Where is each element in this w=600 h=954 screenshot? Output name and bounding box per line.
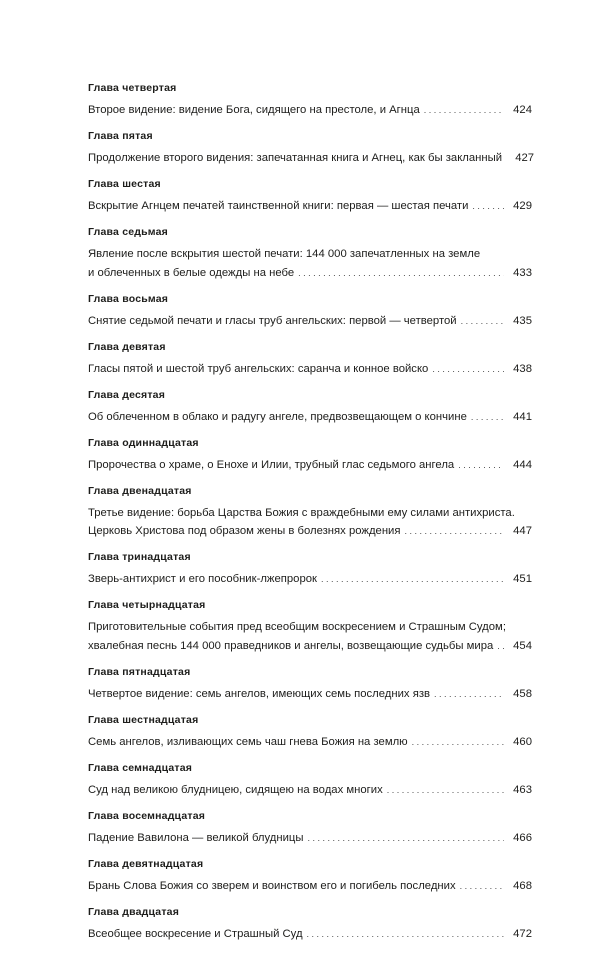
page-number: 463 [513, 783, 532, 796]
entry-last-line [88, 101, 532, 120]
toc-chapter [88, 485, 532, 541]
entry-last-line [88, 360, 532, 379]
chapter-title: Глава четырнадцатая [88, 599, 206, 611]
page-number: 444 [513, 458, 532, 471]
page-number: 433 [513, 266, 532, 279]
table-of-contents [88, 82, 535, 954]
chapter-title: Глава семнадцатая [88, 761, 193, 774]
entry-text-line: Пророчества о храме, о Енохе и Илии, трубный глас седьмого ангела [88, 458, 455, 471]
toc-entry[interactable] [88, 408, 532, 427]
chapter-title: Глава пятнадцатая [88, 665, 191, 678]
entry-text-line: Брань Слова Божия со зверем и воинством его и погибель последних [88, 879, 456, 892]
dot-leader [308, 829, 504, 848]
entry-text-line: Вскрытие Агнцем печатей таинственной книги: первая — шестая печати [88, 200, 469, 212]
toc-entry[interactable] [88, 360, 532, 379]
entry-text-line: Суд над великою блудницею, сидящею на водах многих [88, 783, 383, 796]
entry-text-line: Продолжение второго видения: запечатанная книга и Агнец, как бы закланный [88, 152, 503, 164]
chapter-title: Глава одиннадцатая [88, 436, 199, 449]
dot-leader [458, 456, 504, 475]
toc-entry[interactable] [88, 197, 532, 216]
chapter-title: Глава шестнадцатая [88, 713, 199, 726]
toc-chapter [88, 389, 532, 427]
entry-text-line: Явление после вскрытия шестой печати: 144 000 запечатленных на земле [88, 248, 481, 260]
dot-leader [471, 408, 504, 427]
toc-chapter [88, 810, 532, 848]
chapter-title: Глава четвертая [88, 82, 177, 94]
chapter-title: Глава двадцатая [88, 905, 180, 918]
toc-entry[interactable] [88, 829, 532, 848]
entry-text-line: хвалебная песнь 144 000 праведников и ангелы, возвещающие судьбы мира [88, 639, 494, 652]
chapter-title: Глава тринадцатая [88, 551, 191, 563]
toc-chapter [88, 226, 532, 282]
entry-text-line: Церковь Христова под образом жены в болезнях рождения [88, 525, 401, 537]
chapter-title: Глава восьмая [88, 292, 169, 305]
toc-entry[interactable] [88, 781, 532, 800]
entry-text-line: Зверь-антихрист и его пособник-лжепророк [88, 573, 317, 585]
page-number: 472 [513, 927, 532, 940]
entry-text-line: Об облеченном в облако и радугу ангеле, предвозвещающем о кончине [88, 410, 467, 423]
entry-text-line: Третье видение: борьба Царства Божия с враждебными ему силами антихриста. [88, 506, 515, 519]
chapter-title: Глава пятая [88, 130, 153, 142]
toc-entry[interactable] [88, 456, 532, 475]
entry-text-line: Всеобщее воскресение и Страшный Суд [88, 927, 303, 940]
toc-chapter [88, 906, 532, 944]
toc-entry[interactable] [88, 877, 532, 896]
toc-chapter [88, 551, 532, 589]
toc-chapter [88, 293, 532, 331]
toc-chapter [88, 437, 532, 475]
page-number: 460 [513, 735, 532, 748]
page-number: 441 [513, 410, 532, 423]
dot-leader [461, 312, 504, 331]
entry-last-line [88, 685, 532, 704]
chapter-title: Глава седьмая [88, 226, 169, 238]
entry-last-line [88, 925, 532, 944]
entry-last-line [88, 637, 532, 656]
dot-leader [307, 925, 504, 944]
toc-chapter [88, 599, 532, 655]
dot-leader [472, 197, 504, 216]
toc-chapter [88, 82, 532, 120]
toc-chapter [88, 714, 532, 752]
page-number: 468 [513, 879, 532, 892]
toc-chapter [88, 762, 532, 800]
toc-chapter [88, 341, 532, 379]
dot-leader [434, 685, 504, 704]
dot-leader [412, 733, 504, 752]
chapter-title: Глава двенадцатая [88, 484, 192, 497]
entry-last-line [88, 264, 532, 283]
toc-entry[interactable] [88, 618, 532, 655]
entry-last-line [88, 312, 532, 331]
page-number: 447 [513, 525, 532, 537]
entry-text-line: и облеченных в белые одежды на небе [88, 266, 295, 279]
entry-text-line: Четвертое видение: семь ангелов, имеющих семь последних язв [88, 687, 431, 700]
toc-chapter [88, 666, 532, 704]
entry-text-line: Снятие седьмой печати и гласы труб ангельских: первой — четвертой [88, 314, 457, 327]
dot-leader [404, 522, 504, 541]
toc-entry[interactable] [88, 685, 532, 704]
entry-last-line [88, 408, 532, 427]
entry-last-line [88, 522, 532, 541]
toc-entry[interactable] [88, 504, 532, 541]
page-number: 458 [513, 687, 532, 700]
entry-text-line: Второе видение: видение Бога, сидящего на престоле, и Агнца [88, 104, 420, 116]
entry-last-line [88, 733, 532, 752]
page-number: 454 [513, 639, 532, 652]
toc-entry[interactable] [88, 570, 532, 589]
dot-leader [460, 877, 504, 896]
toc-chapter [88, 178, 532, 216]
entry-last-line [88, 456, 532, 475]
entry-text-line: Гласы пятой и шестой труб ангельских: саранча и конное войско [88, 362, 429, 375]
toc-entry[interactable] [88, 245, 532, 282]
entry-last-line [88, 829, 532, 848]
chapter-title: Глава шестая [88, 178, 161, 190]
page-number: 435 [513, 314, 532, 327]
entry-text-line: Падение Вавилона — великой блудницы [88, 831, 304, 844]
toc-entry[interactable] [88, 733, 532, 752]
entry-last-line [88, 149, 535, 168]
chapter-title: Глава восемнадцатая [88, 809, 206, 822]
toc-entry[interactable] [88, 312, 532, 331]
chapter-title: Глава десятая [88, 388, 166, 401]
dot-leader [432, 360, 504, 379]
chapter-title: Глава девятнадцатая [88, 857, 204, 870]
page-number: 429 [513, 200, 532, 212]
page-number: 466 [513, 831, 532, 844]
toc-entry[interactable] [88, 149, 535, 168]
entry-last-line [88, 877, 532, 896]
dot-leader [424, 101, 504, 120]
entry-last-line [88, 781, 532, 800]
dot-leader [497, 637, 504, 656]
chapter-title: Глава девятая [88, 340, 166, 353]
page-number: 427 [515, 152, 535, 164]
entry-last-line [88, 570, 532, 589]
dot-leader [298, 264, 504, 283]
dot-leader [321, 570, 504, 589]
toc-chapter [88, 130, 535, 168]
toc-entry[interactable] [88, 101, 532, 120]
toc-chapter [88, 858, 532, 896]
page-number: 424 [513, 104, 532, 116]
toc-entry[interactable] [88, 925, 532, 944]
page-number: 451 [513, 573, 532, 585]
entry-text-line: Приготовительные события пред всеобщим воскресением и Страшным Судом; [88, 621, 506, 633]
dot-leader [387, 781, 504, 800]
page-number: 438 [513, 362, 532, 375]
entry-text-line: Семь ангелов, изливающих семь чаш гнева Божия на землю [88, 735, 408, 748]
entry-last-line [88, 197, 532, 216]
